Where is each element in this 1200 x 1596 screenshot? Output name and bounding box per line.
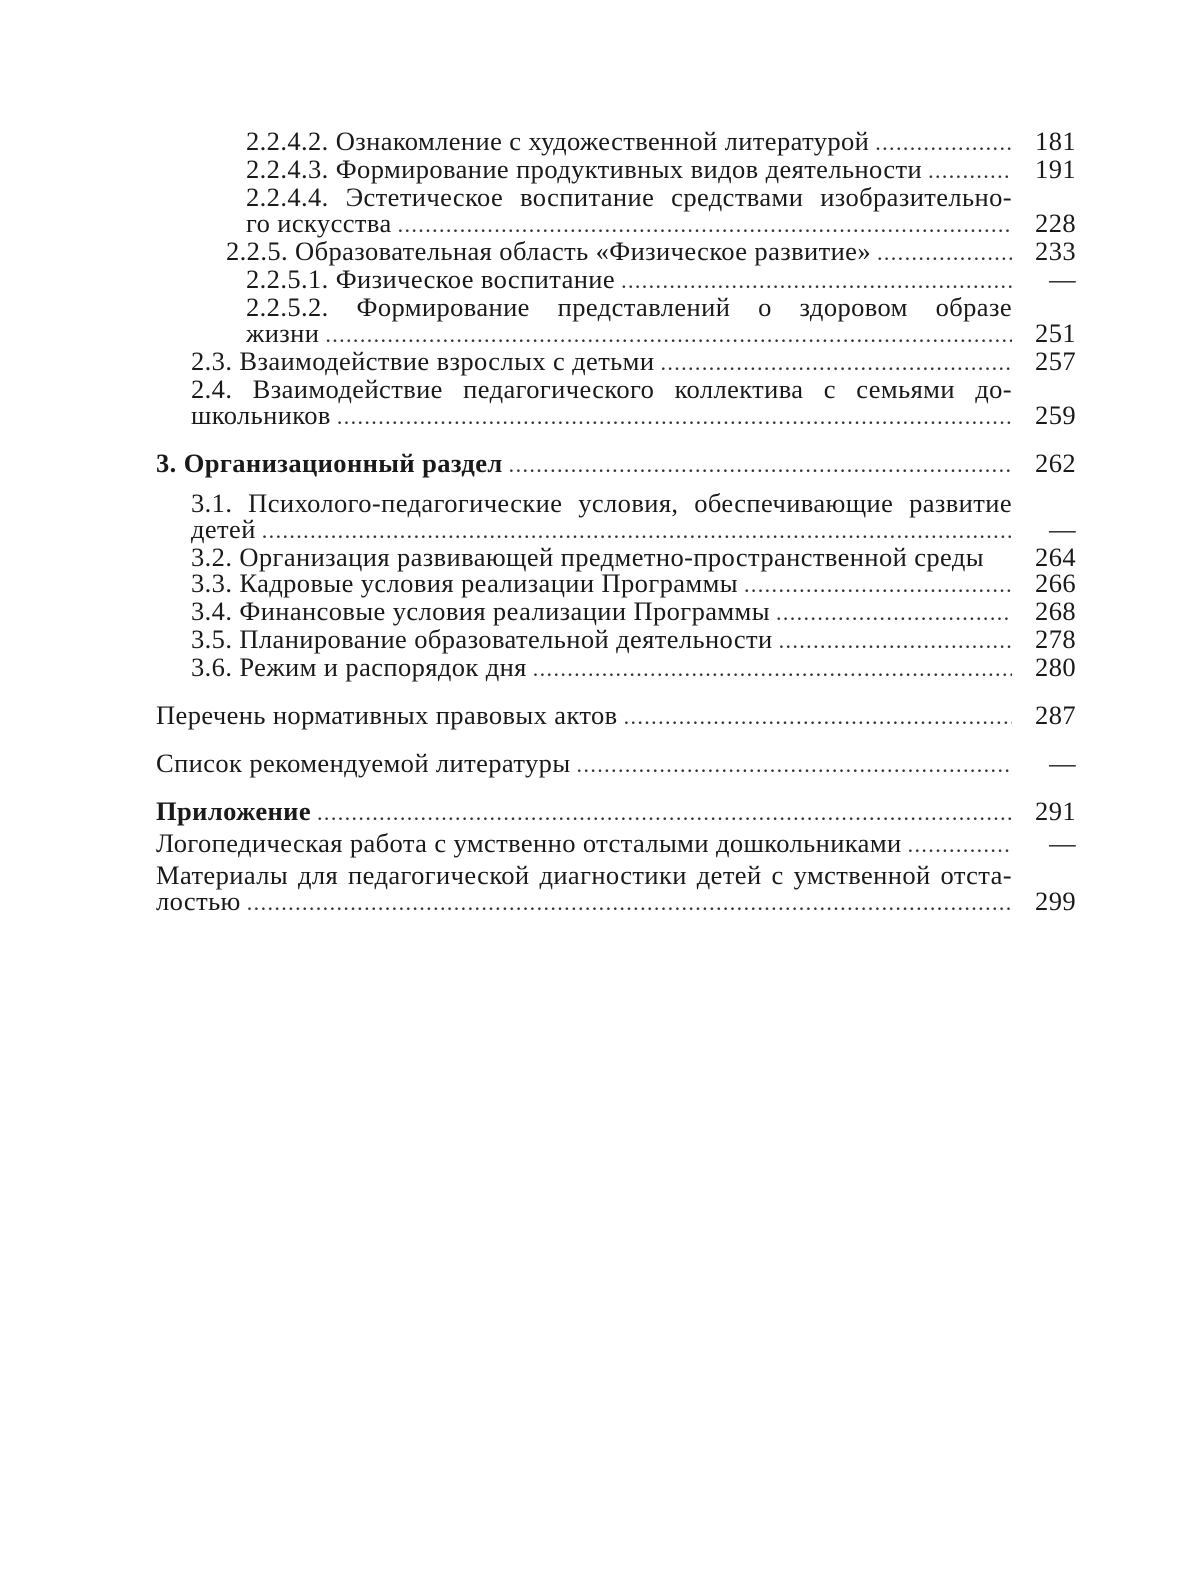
toc-entry-title-line1: 3.1. Психолого-педагогические условия, обеспечивающие развитие [191,488,1012,518]
toc-entry-page: 181 [1035,126,1076,156]
leader-dots [877,240,1012,266]
toc-entry [156,156,1076,184]
toc-entry-page: 278 [1035,624,1076,654]
toc-entry-title: 2.3. Взаимодействие взрослых с детьми [191,346,655,376]
leader-dots [744,572,1012,598]
toc-entry-title: 3.6. Режим и распорядок дня [191,652,527,682]
spacer [156,430,1076,450]
toc-entry-page: 191 [1035,154,1076,184]
toc-entry [156,266,1076,294]
toc-section-heading [156,798,1076,826]
spacer [156,730,1076,750]
toc-entry-page: 257 [1035,346,1076,376]
toc-entry-page: — [1049,264,1076,294]
leader-dots [624,704,1012,730]
toc-entry-title-line1: Материалы для педагогической диагностики детей с умственной отста- [156,860,1012,890]
toc-entry-title-line2: го искусства [246,208,392,238]
toc-entry-page: 259 [1035,400,1076,430]
toc-entry-title-line2: школьников [191,400,331,430]
toc-entry-page: — [1049,514,1076,544]
toc-entry-title: Список рекомендуемой литературы [156,748,571,778]
toc-section-heading [156,450,1076,478]
leader-dots [262,518,1012,544]
toc-entry-page: 262 [1035,448,1076,478]
toc-entry-title: 3.2. Организация развивающей предметно-пространственной среды [191,542,984,572]
leader-dots [875,130,1012,156]
toc-entry [156,294,1076,348]
spacer [156,682,1076,702]
toc-entry-title: 3.3. Кадровые условия реализации Программы [191,568,738,598]
table-of-contents [156,128,1076,916]
toc-entry-title: 2.2.5. Образовательная область «Физическое развитие» [226,236,871,266]
toc-entry [156,544,1076,570]
toc-entry [156,830,1076,858]
toc-entry-title: 3.4. Финансовые условия реализации Программы [191,596,770,626]
toc-entry-page: 251 [1035,318,1076,348]
toc-entry-title: Перечень нормативных правовых актов [156,700,618,730]
leader-dots [317,800,1012,826]
toc-entry-title-line1: 2.2.5.2. Формирование представлений о здоровом образе [246,292,1012,322]
leader-dots [533,656,1012,682]
toc-entry-page: 228 [1035,208,1076,238]
leader-dots [509,452,1012,478]
toc-entry-title: 3.5. Планирование образовательной деятельности [191,624,773,654]
toc-entry [156,702,1076,730]
toc-entry [156,238,1076,266]
toc-entry-title: Приложение [156,796,312,826]
toc-entry-title-line1: 2.2.4.4. Эстетическое воспитание средствами изобразительно- [246,182,1012,212]
toc-entry-title-line2: детей [191,514,256,544]
toc-entry-page: — [1049,828,1076,858]
toc-entry-title-line1: 2.4. Взаимодействие педагогического коллектива с семьями до- [191,374,1012,404]
toc-entry-page: 287 [1035,700,1076,730]
toc-entry-page: 280 [1035,652,1076,682]
toc-entry-title: Логопедическая работа с умственно отсталыми дошкольниками [156,828,902,858]
toc-entry [156,862,1076,916]
leader-dots [621,268,1012,294]
leader-dots [337,404,1012,430]
leader-dots [779,628,1012,654]
toc-entry [156,184,1076,238]
toc-entry-page: 266 [1035,568,1076,598]
toc-entry [156,376,1076,430]
leader-dots [247,890,1012,916]
leader-dots [660,350,1012,376]
toc-entry [156,490,1076,544]
toc-entry-page: 233 [1035,236,1076,266]
toc-entry [156,654,1076,682]
leader-dots [776,600,1012,626]
toc-entry-title-line2: лостью [156,886,241,916]
toc-entry [156,626,1076,654]
leader-dots [928,158,1012,184]
leader-dots [577,752,1012,778]
toc-entry [156,750,1076,778]
toc-entry-title: 2.2.4.2. Ознакомление с художественной литературой [246,126,870,156]
leader-dots [908,832,1012,858]
toc-entry-page: 291 [1035,796,1076,826]
toc-entry [156,348,1076,376]
toc-entry-page: 268 [1035,596,1076,626]
toc-entry-title: 2.2.4.3. Формирование продуктивных видов деятельности [246,154,923,184]
toc-entry [156,570,1076,598]
toc-entry-title-line2: жизни [246,318,320,348]
toc-entry [156,598,1076,626]
toc-entry-page: — [1049,748,1076,778]
toc-entry-title: 2.2.5.1. Физическое воспитание [246,264,616,294]
toc-entry-title: 3. Организационный раздел [156,448,503,478]
toc-entry-page: 299 [1035,886,1076,916]
toc-entry-page: 264 [1035,542,1076,572]
toc-entry [156,128,1076,156]
leader-dots [325,322,1012,348]
spacer [156,778,1076,798]
leader-dots [398,212,1012,238]
